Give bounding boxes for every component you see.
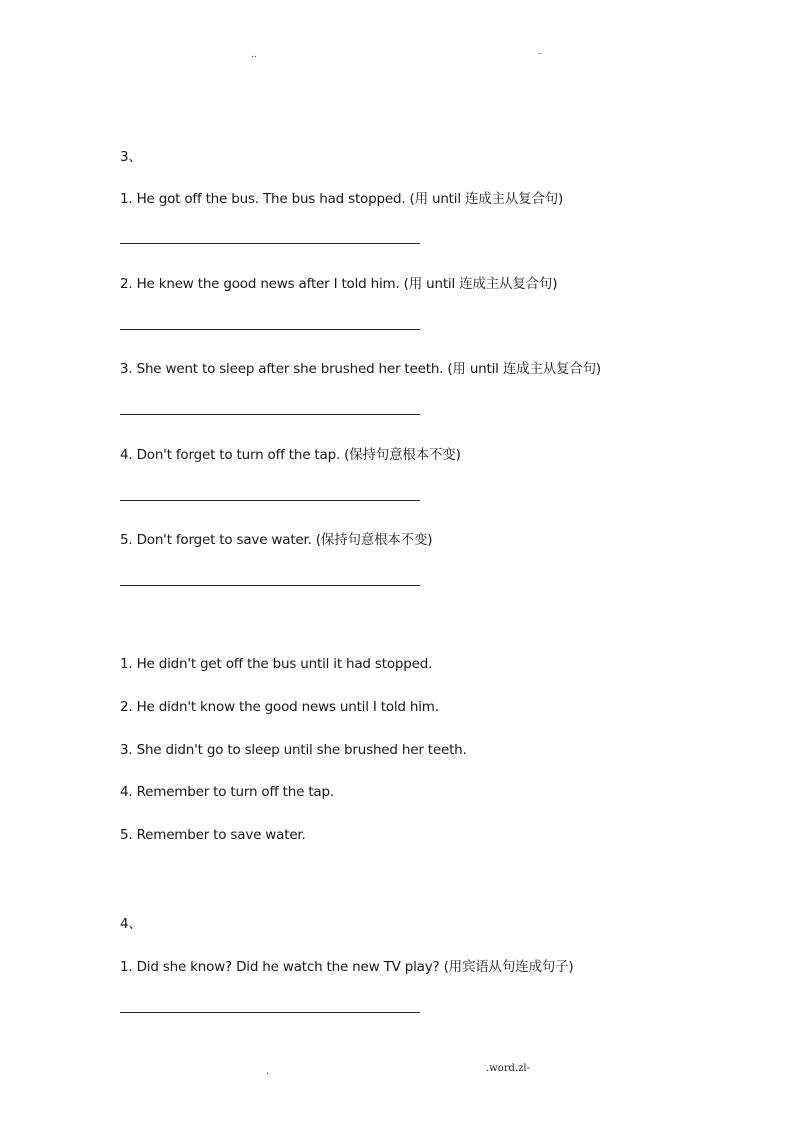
question-3-2: 2. He knew the good news after I told him. (用 until 连成主从复合句)	[120, 276, 558, 292]
section-3-number: 3、	[120, 149, 142, 165]
answer-line-3-1[interactable]	[120, 243, 420, 244]
answer-line-3-5[interactable]	[120, 585, 420, 586]
footer-left-mark: .	[266, 1066, 270, 1077]
answer-line-3-4[interactable]	[120, 500, 420, 501]
section-4-number: 4、	[120, 916, 142, 932]
question-3-3: 3. She went to sleep after she brushed her teeth. (用 until 连成主从复合句)	[120, 361, 601, 377]
header-right-mark: -	[538, 49, 542, 59]
answer-3-2: 2. He didn't know the good news until I told him.	[120, 699, 439, 715]
question-3-4: 4. Don't forget to turn off the tap. (保持句意根本不变)	[120, 447, 461, 463]
footer-right-mark: .word.zl-	[486, 1063, 530, 1074]
answer-3-4: 4. Remember to turn off the tap.	[120, 784, 334, 800]
question-3-5: 5. Don't forget to save water. (保持句意根本不变)	[120, 532, 433, 548]
question-4-1: 1. Did she know? Did he watch the new TV play? (用宾语从句连成句子)	[120, 959, 574, 975]
answer-3-5: 5. Remember to save water.	[120, 827, 306, 843]
answer-line-3-3[interactable]	[120, 414, 420, 415]
answer-3-1: 1. He didn't get off the bus until it had stopped.	[120, 656, 433, 672]
answer-line-4-1[interactable]	[120, 1012, 420, 1013]
question-3-1: 1. He got off the bus. The bus had stopped. (用 until 连成主从复合句)	[120, 191, 564, 207]
header-left-mark: ..	[251, 50, 257, 60]
answer-line-3-2[interactable]	[120, 329, 420, 330]
answer-3-3: 3. She didn't go to sleep until she brushed her teeth.	[120, 742, 467, 758]
